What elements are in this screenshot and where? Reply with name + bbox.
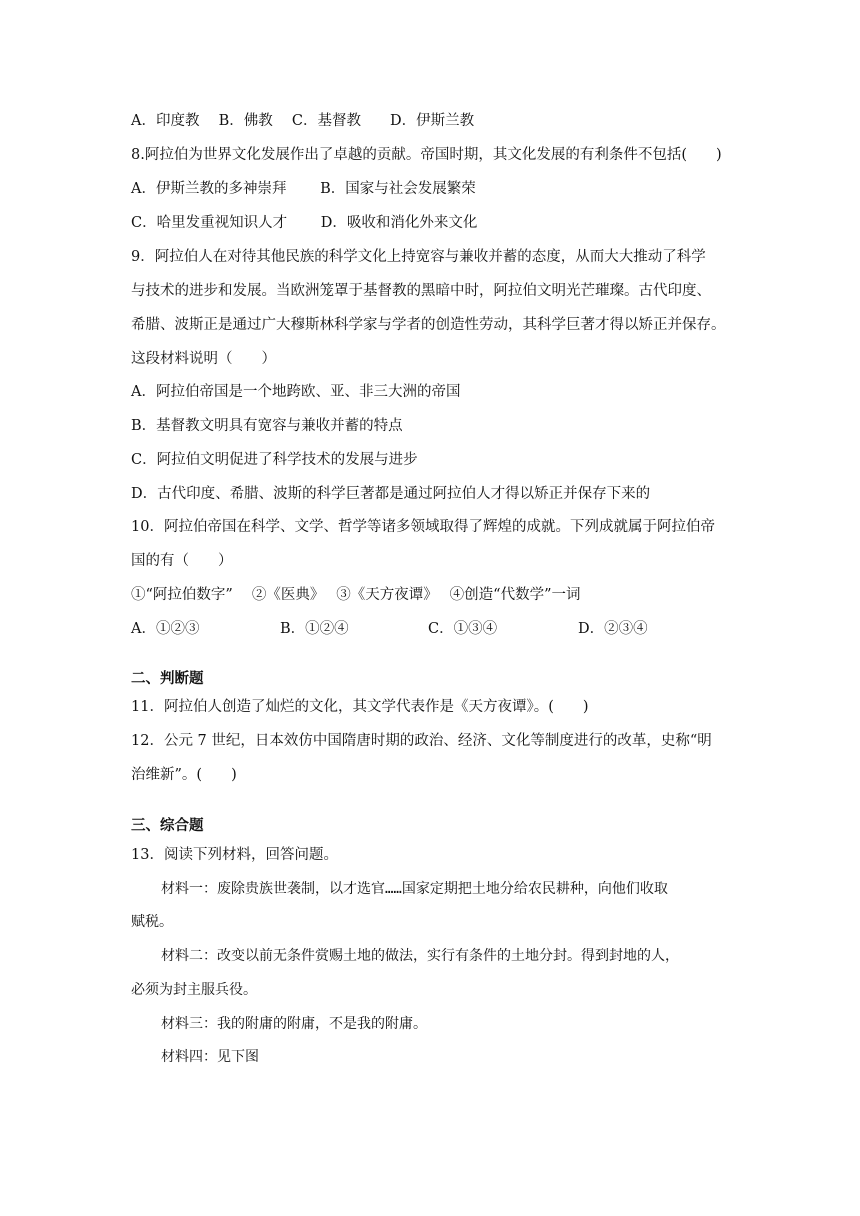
q10-option-d: D．②③④ [578, 621, 648, 637]
section2-heading: 二、判断题 [131, 670, 204, 687]
q7-options: A．印度教 B．佛教 C．基督教 D．伊斯兰教 [131, 113, 475, 129]
material2-line1: 材料二：改变以前无条件赏赐土地的做法，实行有条件的土地分封。得到封地的人， [161, 948, 679, 964]
q12-line2: 治维新”。( ) [131, 767, 237, 783]
q10-option-a: A．①②③ [131, 621, 200, 637]
material2-line2: 必须为封主服兵役。 [131, 982, 257, 998]
material4: 材料四：见下图 [161, 1049, 259, 1065]
q8-options-cd: C．哈里发重视知识人才 D．吸收和消化外来文化 [131, 215, 478, 231]
material3: 材料三：我的附庸的附庸，不是我的附庸。 [161, 1016, 427, 1032]
q8-options-ab: A．伊斯兰教的多神崇拜 B．国家与社会发展繁荣 [131, 181, 476, 197]
q10-stem-line2: 国的有（ ） [131, 553, 233, 569]
q13-stem: 13．阅读下列材料，回答问题。 [131, 847, 338, 863]
q9-option-c: C．阿拉伯文明促进了科学技术的发展与进步 [131, 452, 418, 468]
q10-items: ①“阿拉伯数字” ②《医典》 ③《天方夜谭》 ④创造“代数学”一词 [131, 587, 581, 603]
q10-option-c: C．①③④ [428, 621, 498, 637]
q9-stem-line3: 希腊、波斯正是通过广大穆斯林科学家与学者的创造性劳动，其科学巨著才得以矫正并保存。 [131, 317, 726, 333]
q9-stem-line1: 9．阿拉伯人在对待其他民族的科学文化上持宽容与兼收并蓄的态度，从而大大推动了科学 [131, 249, 706, 265]
material1-line2: 赋税。 [131, 914, 173, 930]
q8-stem: 8.阿拉伯为世界文化发展作出了卓越的贡献。帝国时期，其文化发展的有利条件不包括( ) [131, 147, 722, 163]
q11: 11．阿拉伯人创造了灿烂的文化，其文学代表作是《天方夜谭》。( ) [131, 699, 589, 715]
q10-stem-line1: 10．阿拉伯帝国在科学、文学、哲学等诸多领域取得了辉煌的成就。下列成就属于阿拉伯帝 [131, 519, 715, 535]
q9-option-d: D．古代印度、希腊、波斯的科学巨著都是通过阿拉伯人才得以矫正并保存下来的 [131, 486, 651, 502]
q9-option-b: B．基督教文明具有宽容与兼收并蓄的特点 [131, 418, 403, 434]
q9-stem-line4: 这段材料说明（ ） [131, 351, 276, 367]
q9-option-a: A．阿拉伯帝国是一个地跨欧、亚、非三大洲的帝国 [131, 384, 461, 400]
q12-line1: 12．公元 7 世纪，日本效仿中国隋唐时期的政治、经济、文化等制度进行的改革，史称“明 [131, 733, 712, 749]
material1-line1: 材料一：废除贵族世袭制，以才选官……国家定期把土地分给农民耕种，向他们收取 [161, 881, 668, 897]
q9-stem-line2: 与技术的进步和发展。当欧洲笼罩于基督教的黑暗中时，阿拉伯文明光芒璀璨。古代印度、 [131, 283, 711, 299]
section3-heading: 三、综合题 [131, 817, 204, 834]
q10-option-b: B．①②④ [280, 621, 349, 637]
